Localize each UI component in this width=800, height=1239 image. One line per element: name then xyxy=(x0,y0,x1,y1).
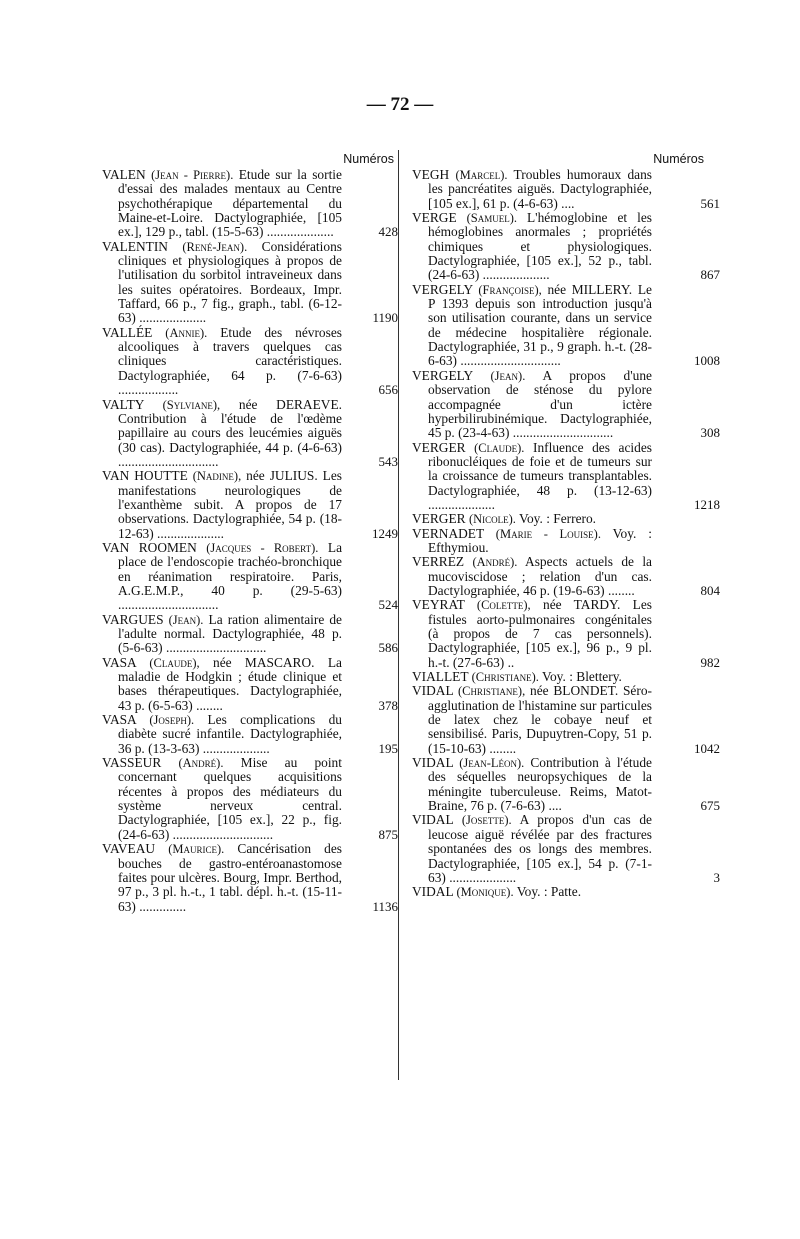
entry-surname: VERGE xyxy=(412,210,457,226)
index-entry xyxy=(102,238,398,326)
index-entry xyxy=(412,755,720,814)
index-entry xyxy=(412,885,702,899)
entry-description: Influence des acides ribonucléiques de foie et de tumeurs sur la croissance de tumeurs transplantables. Dactylographiée, 48 p. (13-12-63) .................... xyxy=(428,439,652,512)
entry-description: Voy. : Ferrero. xyxy=(519,511,597,527)
index-entry xyxy=(102,654,398,713)
index-entry xyxy=(102,755,398,842)
left-entries-list xyxy=(102,167,398,914)
index-entry xyxy=(412,597,720,670)
entry-description: née MASCARO. La maladie de Hodgkin ; étude clinique et bases thérapeutiques. Dactylographiée, 43 p. (6-5-63) ........ xyxy=(118,654,342,713)
entry-description: Voy. : Patte. xyxy=(516,884,582,900)
entry-number: 656 xyxy=(378,382,398,398)
entry-surname: VEYRAT xyxy=(412,597,465,613)
entry-given-name: (Joseph). xyxy=(149,713,195,728)
entry-given-name: (Annie). xyxy=(165,325,208,340)
entry-surname: VASSEUR xyxy=(102,755,162,771)
entry-given-name: (René-Jean). xyxy=(182,239,248,254)
entry-description: Mise au point concernant quelques acquisitions récentes à propos des médiateurs du système nerveux central. Dactylographiée, [105 ex.], 22 p., fig. (24-6-63) .............................. xyxy=(118,755,342,842)
entry-surname: VALLÉE xyxy=(102,324,153,340)
entry-description: Etude sur la sortie d'essai des malades mentaux au Centre psychothérapique départemental du Maine-et-Loire. Dactylographiée, [105 ex.], 129 p., tabl. (15-5-63) .................... xyxy=(118,167,342,240)
entry-given-name: (Colette), xyxy=(476,598,531,613)
entry-number: 195 xyxy=(378,740,398,756)
entry-description: née DERAEVE. Contribution à l'étude de l'œdème papillaire au cours des leucémies aiguës (30 cas). Dactylographiée, 44 p. (4-6-63) .............................. xyxy=(118,396,342,469)
entry-number: 875 xyxy=(378,826,398,842)
entry-given-name: (Christiane). xyxy=(471,670,539,685)
entry-number: 561 xyxy=(700,195,720,211)
right-entries-list xyxy=(412,167,720,900)
index-entry xyxy=(412,554,720,598)
entry-number: 524 xyxy=(378,597,398,613)
column-header-left: Numéros xyxy=(343,152,394,166)
entry-given-name: (Jacques - Robert). xyxy=(206,540,319,555)
entry-given-name: (Marcel). xyxy=(455,168,508,182)
entry-given-name: (André). xyxy=(178,756,224,771)
index-entry xyxy=(412,167,720,211)
entry-surname: VERNADET xyxy=(412,525,484,541)
entry-description: A propos d'une observation de sténose du pylore accompagnée d'un ictère hyperbilirubinémique. Dactylographiée, 45 p. (23-4-63) .............................. xyxy=(428,367,652,441)
entry-description: Voy. : Efthymiou. xyxy=(428,525,652,555)
entry-given-name: (Nicole). xyxy=(468,512,516,527)
entry-number: 308 xyxy=(700,425,720,441)
entry-number: 428 xyxy=(378,224,398,240)
entry-given-name: (Jean). xyxy=(490,368,526,383)
entry-surname: VIDAL xyxy=(412,755,454,771)
entry-description: Troubles humoraux dans les pancréatites aiguës. Dactylographiée, [105 ex.], 61 p. (4-6-63) .... xyxy=(428,167,652,211)
index-entry xyxy=(412,210,720,283)
entry-given-name: (Jean-Léon). xyxy=(459,756,525,771)
entry-number: 1218 xyxy=(694,496,720,512)
index-entry xyxy=(412,812,720,885)
index-entry xyxy=(102,468,398,541)
index-entry xyxy=(102,539,398,613)
entry-number: 1042 xyxy=(694,740,720,756)
entry-given-name: (Monique). xyxy=(456,885,514,900)
entry-given-name: (Claude), xyxy=(149,655,200,670)
entry-description: Aspects actuels de la mucoviscidose ; relation d'un cas. Dactylographiée, 46 p. (19-6-63) ........ xyxy=(428,554,652,598)
entry-number: 543 xyxy=(378,453,398,469)
entry-given-name: (Sylviane), xyxy=(162,397,221,412)
index-entry xyxy=(412,439,720,513)
entry-description: La place de l'endoscopie trachéo-bronchique en réanimation respiratoire. Paris, A.G.E.M.P., 40 p. (29-5-63) .............................. xyxy=(118,539,343,613)
entry-surname: VALTY xyxy=(102,396,144,412)
entry-given-name: (André). xyxy=(472,555,518,570)
entry-given-name: (Nadine), xyxy=(192,469,242,484)
column-divider xyxy=(398,150,399,1080)
page-number: — 72 — xyxy=(366,94,434,115)
entry-description: L'hémoglobine et les hémoglobines anormales ; propriétés chimiques et physiologiques. Dactylographiée, [105 ex.], 52 p., tabl. (24-6-63) .................... xyxy=(428,210,652,283)
entry-number: 1008 xyxy=(694,353,720,369)
entry-description: Les complications du diabète sucré infantile. Dactylographiée, 36 p. (13-3-63) .................... xyxy=(118,712,342,756)
entry-number: 1190 xyxy=(372,310,398,326)
entry-surname: VERGELY xyxy=(412,367,473,383)
index-entry xyxy=(102,611,398,656)
column-header-right: Numéros xyxy=(653,152,704,166)
entry-given-name: (Samuel). xyxy=(466,211,518,226)
entry-surname: VALENTIN xyxy=(102,238,168,254)
index-entry xyxy=(412,512,702,526)
entry-surname: VIDAL xyxy=(412,884,454,900)
index-entry xyxy=(102,841,398,914)
index-entry xyxy=(412,527,702,556)
entry-surname: VAN ROOMEN xyxy=(102,539,197,555)
entry-number: 378 xyxy=(378,697,398,713)
entry-description: Etude des névroses alcooliques à travers quelques cas cliniques caractéristiques. Dactylographiée, 64 p. (7-6-63) .................. xyxy=(118,324,342,398)
entry-description: Considérations cliniques et physiologiques à propos de l'utilisation du sorbitol intraveineux dans les suites opératoires. Bordeaux, Impr. Taffard, 66 p., 7 fig., graph., tabl. (6-12-63) .................... xyxy=(118,238,342,326)
entry-number: 867 xyxy=(700,267,720,283)
entry-given-name: (Maurice). xyxy=(168,842,225,857)
entry-surname: VAVEAU xyxy=(102,841,156,857)
entry-number: 3 xyxy=(713,869,720,885)
entry-surname: VIDAL xyxy=(412,683,454,699)
entry-description: née MILLERY. Le P 1393 depuis son introduction jusqu'à son utilisation courante, dans un service de médecine hospitalière régionale. Dactylographiée, 31 p., 9 graph. h.-t. (28-6-63) .............................. xyxy=(428,281,652,369)
entry-surname: VASA xyxy=(102,712,136,728)
entry-given-name: (Jean - Pierre). xyxy=(151,168,234,182)
entry-given-name: (Françoise), xyxy=(478,282,542,297)
entry-surname: VARGUES xyxy=(102,611,164,627)
entry-surname: VIALLET xyxy=(412,669,469,685)
entry-surname: VEGH xyxy=(412,167,450,182)
entry-description: Voy. : Blettery. xyxy=(542,669,622,685)
entry-description: née BLONDET. Séro-agglutination de l'histamine sur particules de latex chez le cobaye neuf et sensibilisé. Paris, Dupuytren-Copy, 51 p. (15-10-63) ........ xyxy=(428,683,652,756)
entry-number: 1249 xyxy=(372,525,398,541)
index-entry xyxy=(412,670,702,684)
entry-number: 675 xyxy=(700,798,720,814)
entry-number: 1136 xyxy=(372,898,398,914)
entry-description: née JULIUS. Les manifestations neurologiques de l'exanthème subit. A propos de 17 observations. Dactylographiée, 54 p. (18-12-63) .................... xyxy=(118,468,342,541)
entry-surname: VAN HOUTTE xyxy=(102,468,188,484)
entry-description: née TARDY. Les fistules aorto-pulmonaires congénitales (à propos de 7 cas personnels). Dactylographiée, [105 ex.], 96 p., 9 pl. h.-t. (27-6-63) .. xyxy=(428,597,652,670)
left-column xyxy=(102,150,398,914)
entry-surname: VERREZ xyxy=(412,554,465,570)
entry-given-name: (Claude). xyxy=(474,440,525,455)
index-entry xyxy=(412,281,720,369)
entry-description: Contribution à l'étude des séquelles neuropsychiques de la méningite tuberculeuse. Reims, Matot-Braine, 76 p. (7-6-63) .... xyxy=(428,755,652,814)
entry-surname: VASA xyxy=(102,654,136,670)
entry-surname: VERGER xyxy=(412,511,466,527)
entry-given-name: (Christiane), xyxy=(457,684,526,699)
entry-description: A propos d'un cas de leucose aiguë révélée par des fractures spontanées des os longs des membres. Dactylographiée, [105 ex.], 54 p. (7-1-63) .................... xyxy=(428,812,652,885)
index-entry xyxy=(102,324,398,398)
entry-surname: VALEN xyxy=(102,167,146,182)
entry-number: 586 xyxy=(378,640,398,656)
index-entry xyxy=(102,167,398,240)
index-entry xyxy=(102,712,398,756)
index-entry xyxy=(412,367,720,441)
entry-number: 804 xyxy=(700,582,720,598)
entry-surname: VERGELY xyxy=(412,281,473,297)
entry-given-name: (Marie - Louise). xyxy=(495,526,601,541)
entry-surname: VIDAL xyxy=(412,812,454,828)
right-column xyxy=(412,150,720,900)
entry-surname: VERGER xyxy=(412,439,466,455)
entry-number: 982 xyxy=(700,654,720,670)
entry-given-name: (Jean). xyxy=(168,612,204,627)
index-entry xyxy=(102,396,398,470)
entry-description: La ration alimentaire de l'adulte normal. Dactylographiée, 48 p. (5-6-63) .............................. xyxy=(118,611,342,656)
entry-given-name: (Josette). xyxy=(461,813,512,828)
index-entry xyxy=(412,683,720,756)
entry-description: Cancérisation des bouches de gastro-entéroanastomose faites pour ulcères. Bourg, Impr. Berthod, 97 p., 3 pl. h.-t., 1 tabl. dépl. h.-t. (15-11-63) .............. xyxy=(118,841,342,914)
